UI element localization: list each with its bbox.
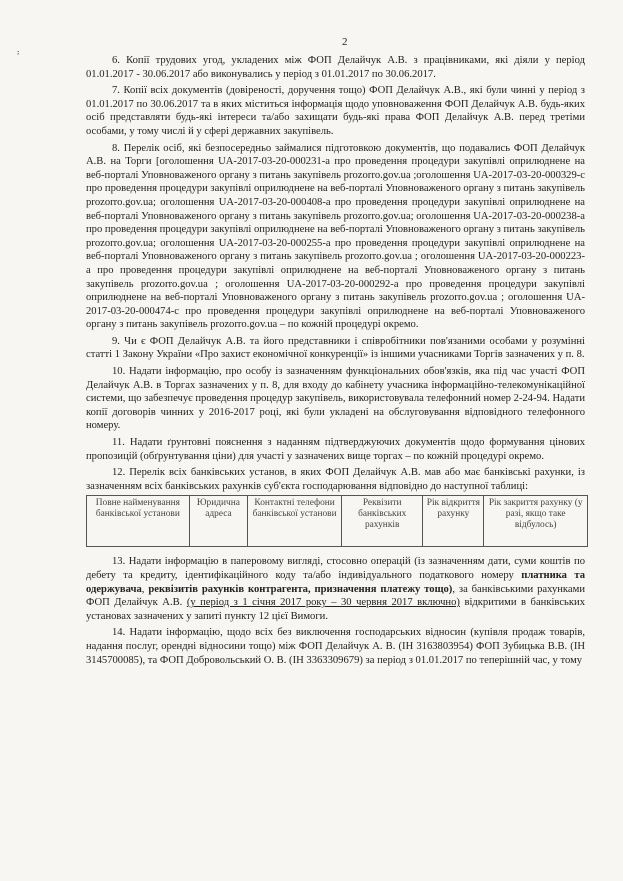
paragraph-14: 14. Надати інформацію, щодо всіх без виключення господарських відносин (купівля продаж товарів, надання послуг, орендні відносини тощо) між ФОП Делайчук А. В. (ІН 3163803954) ФОП Зубицька В.В. (ІН 3145700085), та ФОП Добровольський О. В. (ІН 3363309679) за період з 01.01.2017 по теперішній час, у тому	[86, 627, 585, 666]
p13-text: відкритими в банківських установах зазначених у запиті пункту 12 цієї Вимоги.	[86, 597, 585, 622]
paragraph-11: 11. Надати ґрунтовні пояснення з наданням підтверджуючих документів щодо формування цінових пропозицій (обґрунтування ціни) для участі у зазначених вище торгах – по кожній процедурі окремо.	[86, 437, 585, 462]
table-header-row	[87, 496, 588, 547]
paragraph-13	[86, 555, 585, 623]
table-header-cell: Юридична адреса	[189, 496, 247, 547]
table-header-cell: Рік відкриття рахунку	[423, 496, 484, 547]
paragraph-7: 7. Копії всіх документів (довіреності, доручення тощо) ФОП Делайчук А.В., які були чинні у період з 01.01.2017 по 30.06.2017 та в яких міститься інформація щодо уповноваження ФОП Делайчук А.В. будь-яких осіб представляти будь-які інтереси та/або захищати будь-які права ФОП Делайчук А.В. перед третіми особами, у тому числі й у сфері державних закупівель.	[86, 85, 585, 137]
p13-bold-requisites: реквізитів рахунків контрагента, призначення платежу тощо)	[148, 583, 453, 595]
p13-text: 13. Надати інформацію в паперовому вигляді, стосовно операцій (із зазначенням дати, суми коштів по дебету та кредиту, ідентифікаційного коду та/або індивідуального податкового номеру	[86, 556, 585, 581]
table-header-cell: Реквізити банківських рахунків	[342, 496, 423, 547]
p13-underlined-period: (у період з 1 січня 2017 року – 30 червня 2017 включно)	[186, 597, 460, 609]
paragraph-12: 12. Перелік всіх банківських установ, в яких ФОП Делайчук А.В. мав або має банківські рахунки, із зазначенням всіх банківських рахунків суб'єкта господарювання відповідно до наступної таблиці:	[86, 467, 585, 492]
paragraph-8: 8. Перелік осіб, які безпосередньо займалися підготовкою документів, що подавались ФОП Делайчук А.В. на Торги [оголошення UA-2017-03-20-000231-а про проведення процедури закупівлі оприлюднене на веб-порталі Уповноваженого органу з питань закупівель prozorro.gov.ua ;оголошення UA-2017-03-20-000329-с про проведення процедури закупівлі оприлюднене на веб-порталі Уповноваженого органу з питань закупівель prozorro.gov.ua; оголошення UA-2017-03-20-000408-а про проведення процедури закупівлі оприлюднене на веб-порталі Уповноваженого органу з питань закупівель prozorro.gov.ua; оголошення UA-2017-03-20-000238-а про проведення процедури закупівлі оприлюднене на веб-порталі Уповноваженого органу з питань закупівель prozorro.gov.ua; оголошення UA-2017-03-20-000255-а про проведення процедури закупівлі оприлюднене на веб-порталі Уповноваженого органу з питань закупівель prozorro.gov.ua ; оголошення UA-2017-03-20-000223-а про проведення процедури закупівлі оприлюднене на веб-порталі Уповноваженого органу з питань закупівель prozorro.gov.ua ; оголошення UA-2017-03-20-000292-а про проведення процедури закупівлі оприлюднене на веб-порталі Уповноваженого органу з питань закупівель prozorro.gov.ua ; оголошення UA-2017-03-20-000474-с про проведення процедури закупівлі оприлюднене на веб-порталі Уповноваженого органу з питань закупівель prozorro.gov.ua – по кожній процедурі окремо.	[86, 142, 586, 331]
table-header-cell: Повне найменування банківської установи	[87, 496, 190, 547]
table-header-cell: Контактні телефони банківської установи	[248, 496, 342, 547]
paragraph-9: 9. Чи є ФОП Делайчук А.В. та його представники і співробітники пов'язаними особами у розумінні статті 1 Закону України «Про захист економічної конкуренції» із іншими учасниками Торгів зазначених у п. 8.	[86, 335, 585, 361]
bank-accounts-table	[86, 495, 588, 547]
p13-text: , за банківськими рахунками ФОП Делайчук А.В.	[86, 583, 585, 609]
scan-mark: ፡	[17, 48, 20, 59]
paragraph-10: 10. Надати інформацію, про особу із зазначенням функціональних обов'язків, яка під час участі ФОП Делайчук А.В. в Торгах зазначених у п. 8, для входу до кабінету учасника інформаційно-телекомунікаційної системи, що забезпечує проведення процедур закупівель, використовувала телефонний номер 2-24-94. Надати копії договорів чинних у 2016-2017 році, які були укладені на обслуговування відповідного телефонного номеру.	[86, 366, 585, 432]
table-header-cell: Рік закриття рахунку (у разі, якщо таке відбулось)	[484, 496, 588, 547]
p13-bold-payer-receiver: платника та одержувача	[86, 570, 586, 595]
page-number: 2	[342, 36, 348, 48]
paragraph-6: 6. Копії трудових угод, укладених між ФОП Делайчук А.В. з працівниками, які діяли у період 01.01.2017 - 30.06.2017 або виконувались у період з 01.01.2017 по 30.06.2017.	[86, 55, 585, 80]
p13-text: ,	[141, 583, 149, 595]
